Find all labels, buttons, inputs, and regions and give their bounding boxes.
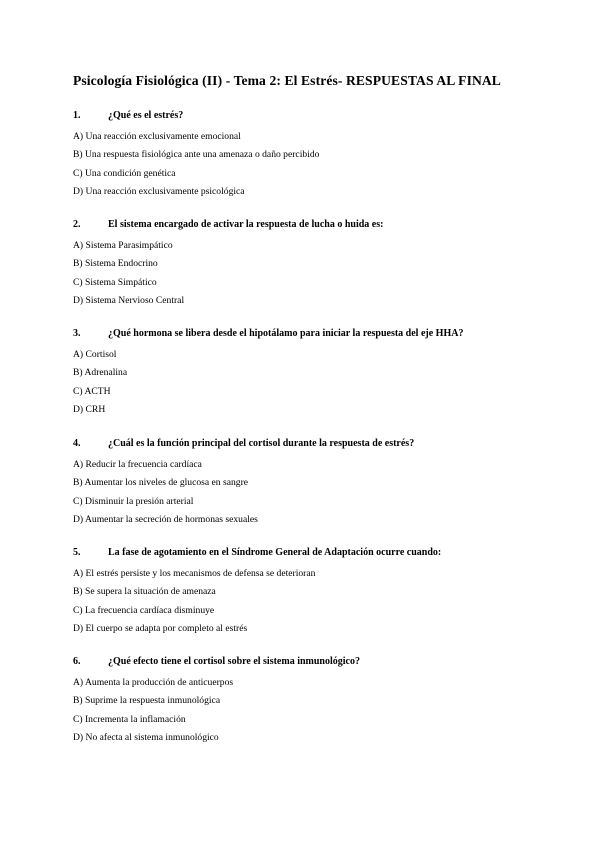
option-b: B) Suprime la respuesta inmunológica	[73, 695, 221, 707]
option-d: D) No afecta al sistema inmunológico	[73, 731, 219, 743]
question-number: 2.	[73, 219, 81, 230]
option-c: C) La frecuencia cardíaca disminuye	[73, 604, 215, 616]
option-d: D) Sistema Nervioso Central	[73, 294, 185, 306]
question-number: 4.	[73, 438, 81, 449]
question-text: La fase de agotamiento en el Síndrome General de Adaptación ocurre cuando:	[108, 547, 442, 558]
question-header	[73, 328, 543, 346]
question-header	[73, 547, 543, 565]
option-d: D) El cuerpo se adapta por completo al estrés	[73, 622, 248, 634]
option-c: C) Sistema Simpático	[73, 276, 157, 288]
option-c: C) Incrementa la inflamación	[73, 713, 186, 725]
question-number: 5.	[73, 547, 81, 558]
question-text: El sistema encargado de activar la respuesta de lucha o huida es:	[108, 219, 384, 230]
question-header	[73, 438, 543, 456]
option-a: A) Aumenta la producción de anticuerpos	[73, 677, 234, 688]
option-a: A) El estrés persiste y los mecanismos de defensa se deterioran	[73, 568, 316, 579]
question-1	[73, 110, 543, 204]
option-list	[73, 568, 543, 641]
option-b: B) Una respuesta fisiológica ante una amenaza o daño percibido	[73, 149, 320, 161]
question-4	[73, 438, 543, 532]
option-a: A) Sistema Parasimpático	[73, 240, 173, 251]
question-3	[73, 328, 543, 422]
question-6	[73, 656, 543, 750]
option-b: B) Adrenalina	[73, 367, 128, 379]
question-2	[73, 219, 543, 313]
option-list	[73, 131, 543, 204]
question-number: 6.	[73, 656, 81, 667]
option-list	[73, 677, 543, 750]
option-c: C) Disminuir la presión arterial	[73, 495, 194, 507]
option-b: B) Aumentar los niveles de glucosa en sangre	[73, 477, 249, 489]
option-list	[73, 459, 543, 532]
question-text: ¿Cuál es la función principal del cortisol durante la respuesta de estrés?	[108, 438, 415, 449]
question-text: ¿Qué es el estrés?	[108, 110, 184, 121]
question-number: 3.	[73, 328, 81, 339]
question-header	[73, 110, 543, 128]
document-title: Psicología Fisiológica (II) - Tema 2: El Estrés- RESPUESTAS AL FINAL	[73, 73, 501, 88]
option-d: D) CRH	[73, 403, 106, 415]
question-text: ¿Qué hormona se libera desde el hipotálamo para iniciar la respuesta del eje HHA?	[108, 328, 464, 339]
option-c: C) Una condición genética	[73, 167, 176, 179]
option-a: A) Una reacción exclusivamente emocional	[73, 131, 241, 142]
question-5	[73, 547, 543, 641]
question-header	[73, 656, 543, 674]
option-a: A) Cortisol	[73, 349, 117, 360]
option-list	[73, 240, 543, 313]
option-d: D) Una reacción exclusivamente psicológica	[73, 185, 245, 197]
option-b: B) Sistema Endocrino	[73, 258, 158, 270]
option-d: D) Aumentar la secreción de hormonas sexuales	[73, 513, 258, 525]
option-c: C) ACTH	[73, 385, 111, 397]
option-b: B) Se supera la situación de amenaza	[73, 586, 216, 598]
question-header	[73, 219, 543, 237]
question-number: 1.	[73, 110, 81, 121]
question-text: ¿Qué efecto tiene el cortisol sobre el sistema inmunológico?	[108, 656, 360, 667]
option-a: A) Reducir la frecuencia cardíaca	[73, 459, 202, 470]
option-list	[73, 349, 543, 422]
